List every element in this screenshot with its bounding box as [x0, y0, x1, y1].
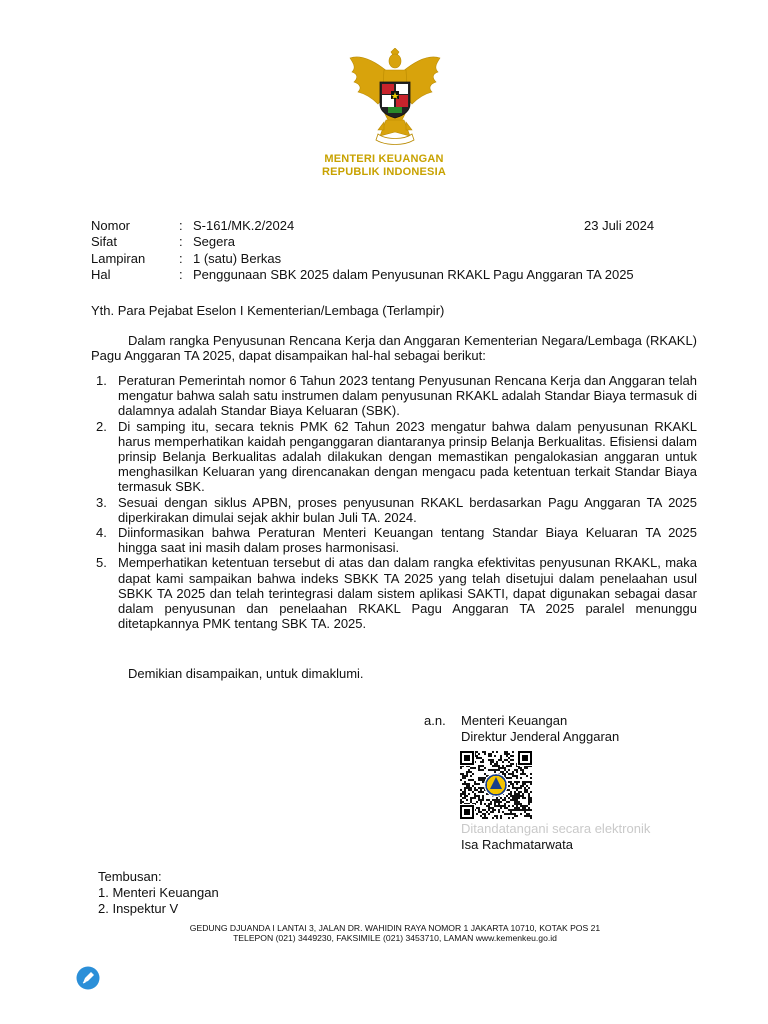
item-number: 4. [96, 525, 107, 541]
addressee: Yth. Para Pejabat Eselon I Kementerian/Lembaga (Terlampir) [91, 303, 445, 318]
meta-value: 1 (satu) Berkas [193, 251, 282, 266]
intro-paragraph: Dalam rangka Penyusunan Rencana Kerja dan Anggaran Kementerian Negara/Lembaga (RKAKL) Pagu Anggaran TA 2025, dapat disampaikan hal-hal sebagai berikut: [91, 333, 697, 364]
meta-row-lampiran [91, 251, 691, 267]
meta-value: Segera [193, 234, 235, 249]
signer-name: Isa Rachmatarwata [461, 837, 573, 852]
item-number: 3. [96, 494, 107, 510]
list-item [91, 525, 697, 555]
esign-note: Ditandatangani secara elektronik [461, 821, 651, 836]
pen-badge-icon[interactable] [76, 966, 100, 990]
meta-label: Sifat [91, 234, 118, 249]
list-item [91, 495, 697, 525]
qr-code-icon [460, 751, 532, 819]
item-text: Di samping itu, secara teknis PMK 62 Tahun 2023 mengatur bahwa dalam penyusunan RKAKL harus memperhatikan kaidah penganggaran diantaranya prinsip Belanja Berkualitas. Efisiensi dalam prinsip Belanja Berkualitas adalah dilakukan dengan memastikan pengalokasian anggaran untuk menghasilkan Keluaran yang direncanakan dengan mengacu pada ketentuan terkait Standar Biaya termasuk SBK. [118, 418, 697, 495]
meta-row-hal [91, 267, 691, 283]
letterhead-line1: MENTERI KEUANGAN [324, 153, 444, 165]
meta-row-sifat [91, 234, 691, 250]
signature-title-1: Menteri Keuangan [461, 713, 568, 728]
list-item [91, 419, 697, 495]
list-item [91, 555, 697, 631]
tembusan-title: Tembusan: [98, 869, 162, 884]
item-number: 1. [96, 373, 107, 388]
footer-contact: TELEPON (021) 3449230, FAKSIMILE (021) 3453710, LAMAN www.kemenkeu.go.id [233, 933, 557, 943]
letterhead-line2: REPUBLIK INDONESIA [322, 166, 446, 178]
signature-an: a.n. [424, 713, 446, 728]
item-text: Sesuai dengan siklus APBN, proses penyusunan RKAKL berdasarkan Pagu Anggaran TA 2025 diperkirakan dimulai sejak akhir bulan Juli TA. 2024. [118, 494, 697, 525]
item-text: Peraturan Pemerintah nomor 6 Tahun 2023 tentang Penyusunan Rencana Kerja dan Anggaran telah mengatur bahwa salah satu instrumen dalam penyusunan RKAKL adalah Standar Biaya termasuk di dalamnya adalah Standar Biaya Keluaran (SBK). [118, 373, 697, 419]
list-item [91, 373, 697, 419]
footer-address: GEDUNG DJUANDA I LANTAI 3, JALAN DR. WAHIDIN RAYA NOMOR 1 JAKARTA 10710, KOTAK POS 21 [189, 923, 601, 933]
meta-colon: : [179, 251, 183, 266]
meta-value: Penggunaan SBK 2025 dalam Penyusunan RKAKL Pagu Anggaran TA 2025 [193, 267, 634, 282]
tembusan-item: 2. Inspektur V [98, 901, 179, 916]
points-list [91, 373, 697, 631]
meta-colon: : [179, 267, 183, 282]
meta-value: S-161/MK.2/2024 [193, 218, 295, 233]
garuda-emblem-icon [348, 48, 442, 148]
letter-date: 23 Juli 2024 [584, 218, 655, 233]
item-number: 5. [96, 555, 107, 571]
meta-label: Hal [91, 267, 111, 282]
meta-label: Nomor [91, 218, 131, 233]
meta-label: Lampiran [91, 251, 146, 266]
closing-text: Demikian disampaikan, untuk dimaklumi. [128, 666, 364, 681]
item-number: 2. [96, 418, 107, 434]
meta-colon: : [179, 234, 183, 249]
signature-title-2: Direktur Jenderal Anggaran [461, 729, 620, 744]
item-text: Memperhatikan ketentuan tersebut di atas dan dalam rangka efektivitas penyusunan RKAKL, maka dapat kami sampaikan bahwa indeks SBKK TA 2025 yang telah disetujui dalam penelaahan usul SBKK TA 2025 dan telah terintegrasi dalam sistem aplikasi SAKTI, dapat digunakan sebagai dasar dalam penyusunan dan penelaahan RKAKL Pagu Anggaran TA 2025 paralel menunggu ditetapkannya PMK tentang SBK TA. 2025. [118, 555, 697, 632]
meta-colon: : [179, 218, 183, 233]
tembusan-item: 1. Menteri Keuangan [98, 885, 219, 900]
item-text: Diinformasikan bahwa Peraturan Menteri Keuangan tentang Standar Biaya Keluaran TA 2025 hingga saat ini masih dalam proses harmonisasi. [118, 525, 697, 556]
